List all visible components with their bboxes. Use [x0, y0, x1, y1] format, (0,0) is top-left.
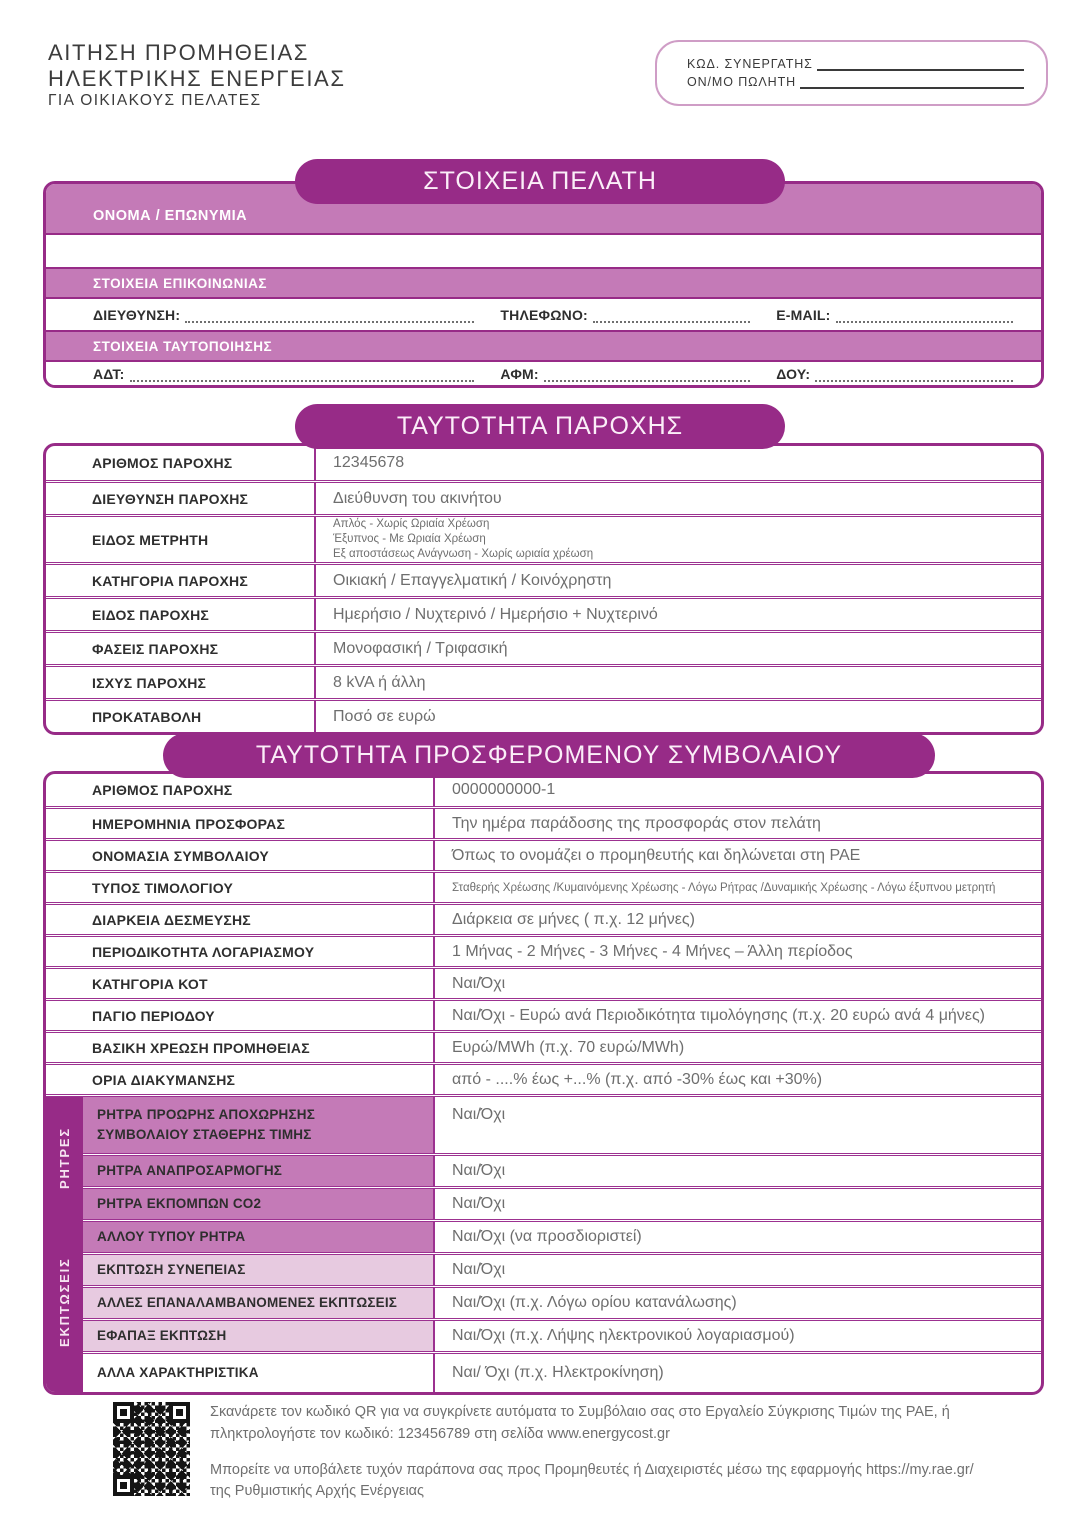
row-value: 1 Μήνας - 2 Μήνες - 3 Μήνες - 4 Μήνες – Άλλη περίοδος [452, 942, 853, 960]
table-row [46, 698, 1041, 732]
page-title [48, 40, 346, 93]
table-row [46, 870, 1041, 902]
seller-name-label: ΟΝ/ΜΟ ΠΩΛΗΤΗ [687, 75, 797, 90]
row-label: ΠΑΓΙΟ ΠΕΡΙΟΔΟΥ [46, 1001, 435, 1030]
row-label-line: ΡΗΤΡΑ ΠΡΟΩΡΗΣ ΑΠΟΧΩΡΗΣΗΣ [97, 1107, 316, 1123]
identity-bar [46, 332, 1041, 360]
table-row [46, 446, 1041, 480]
row-label: ΚΑΤΗΓΟΡΙΑ ΠΑΡΟΧΗΣ [46, 565, 316, 596]
seller-name-input-line[interactable] [800, 75, 1024, 89]
afm-field [500, 366, 750, 382]
identity-bar-label: ΣΤΟΙΧΕΙΑ ΤΑΥΤΟΠΟΙΗΣΗΣ [93, 338, 273, 354]
table-row [46, 806, 1041, 838]
address-label: ΔΙΕΥΘΥΝΣΗ: [93, 306, 181, 323]
row-label: ΟΡΙΑ ΔΙΑΚΥΜΑΝΣΗΣ [46, 1065, 435, 1094]
partner-info-box [655, 40, 1048, 106]
page-title-line2: ΗΛΕΚΤΡΙΚΗΣ ΕΝΕΡΓΕΙΑΣ [48, 66, 346, 92]
table-row [46, 774, 1041, 806]
row-value: Ημερήσιο / Νυχτερινό / Ημερήσιο + Νυχτερινό [333, 605, 658, 623]
row-label: ΑΛΛΕΣ ΕΠΑΝΑΛΑΜΒΑΝΟΜΕΝΕΣ ΕΚΠΤΩΣΕΙΣ [83, 1288, 435, 1318]
contact-bar-label: ΣΤΟΙΧΕΙΑ ΕΠΙΚΟΙΝΩΝΙΑΣ [93, 275, 267, 291]
seller-name-row [687, 75, 1024, 89]
meter-option: Έξυπνος - Με Ωριαία Χρέωση [333, 533, 486, 546]
row-value: 0000000000-1 [452, 781, 556, 798]
adt-label: ΑΔΤ: [93, 365, 125, 382]
table-row [46, 562, 1041, 596]
table-row [46, 998, 1041, 1030]
row-value: Την ημέρα παράδοσης της προσφοράς στον πελάτη [452, 814, 821, 832]
doy-label: ΔΟΥ: [776, 365, 811, 382]
phone-field [500, 307, 750, 323]
row-value: Ναι/ Όχι (π.χ. Ηλεκτροκίνηση) [452, 1364, 664, 1381]
row-label: ΔΙΑΡΚΕΙΑ ΔΕΣΜΕΥΣΗΣ [46, 905, 435, 934]
group-rows [83, 1097, 1041, 1392]
row-value: από - ....% έως +...% (π.χ. από -30% έως και +30%) [452, 1070, 823, 1088]
afm-input-line[interactable] [544, 370, 751, 382]
row-value [316, 517, 1041, 562]
row-value: Μονοφασική / Τριφασική [333, 639, 508, 657]
footer-note-complaints: Μπορείτε να υποβάλετε τυχόν παράπονα σας προς Προμηθευτές ή Διαχειριστές μέσω της εφαρμογής https://my.rae.gr/ της Ρυθμιστικής Αρχής Ενέργειας [210, 1461, 974, 1500]
qr-code-icon [113, 1402, 190, 1496]
row-label: ΠΕΡΙΟΔΙΚΟΤΗΤΑ ΛΟΓΑΡΙΑΣΜΟΥ [46, 937, 435, 966]
afm-label: ΑΦΜ: [500, 365, 539, 382]
partner-code-input-line[interactable] [817, 57, 1024, 71]
page-subtitle: ΓΙΑ ΟΙΚΙΑΚΟΥΣ ΠΕΛΑΤΕΣ [48, 92, 262, 109]
table-row [83, 1318, 1041, 1351]
row-label: ΗΜΕΡΟΜΗΝΙΑ ΠΡΟΣΦΟΡΑΣ [46, 809, 435, 838]
row-label: ΠΡΟΚΑΤΑΒΟΛΗ [46, 701, 316, 732]
email-input-line[interactable] [836, 311, 1013, 323]
table-row [46, 902, 1041, 934]
row-label: ΔΙΕΥΘΥΝΣΗ ΠΑΡΟΧΗΣ [46, 483, 316, 514]
email-label: E-MAIL: [776, 306, 831, 323]
row-label: ΦΑΣΕΙΣ ΠΑΡΟΧΗΣ [46, 633, 316, 664]
phone-label: ΤΗΛΕΦΩΝΟ: [500, 306, 588, 323]
row-value: Ναι/Όχι (π.χ. Λόγω ορίου κατανάλωσης) [452, 1294, 737, 1311]
table-row [46, 1062, 1041, 1094]
row-value: 12345678 [333, 454, 405, 471]
row-value: Διάρκεια σε μήνες ( π.χ. 12 μήνες) [452, 910, 695, 928]
row-label [83, 1097, 435, 1153]
qr-finder-icon [113, 1402, 134, 1423]
row-value: Ναι/Όχι [452, 1106, 506, 1123]
row-value: Ναι/Όχι [452, 974, 506, 992]
row-label: ΕΚΠΤΩΣΗ ΣΥΝΕΠΕΙΑΣ [83, 1255, 435, 1285]
table-row [46, 934, 1041, 966]
table-row [46, 514, 1041, 562]
row-value: Όπως το ονομάζει ο προμηθευτής και δηλώνεται στη ΡΑΕ [452, 846, 861, 864]
phone-input-line[interactable] [593, 311, 750, 323]
supply-table [43, 443, 1044, 735]
page-title-line1: ΑΙΤΗΣΗ ΠΡΟΜΗΘΕΙΑΣ [48, 40, 309, 65]
row-value: Οικιακή / Επαγγελματική / Κοινόχρηστη [333, 571, 612, 589]
row-label: ΡΗΤΡΑ ΕΚΠΟΜΠΩΝ CO2 [83, 1189, 435, 1219]
row-label: ΟΝΟΜΑΣΙΑ ΣΥΜΒΟΛΑΙΟΥ [46, 841, 435, 870]
identity-fields-row [46, 360, 1041, 385]
row-value: Ναι/Όχι [452, 1195, 506, 1212]
adt-field [93, 366, 474, 382]
table-row [46, 596, 1041, 630]
table-row [46, 480, 1041, 514]
contact-fields-row [46, 297, 1041, 332]
row-value: Ναι/Όχι (να προσδιοριστεί) [452, 1228, 642, 1245]
table-row [46, 838, 1041, 870]
partner-code-row [687, 57, 1024, 71]
contract-section-title: ΤΑΥΤΟΤΗΤΑ ΠΡΟΣΦΕΡΟΜΕΝΟΥ ΣΥΜΒΟΛΑΙΟΥ [163, 733, 935, 778]
meter-option: Εξ αποστάσεως Ανάγνωση - Χωρίς ωριαία χρέωση [333, 547, 594, 560]
footer-notes [210, 1402, 993, 1503]
qr-finder-icon [113, 1475, 134, 1496]
row-label: ΚΑΤΗΓΟΡΙΑ ΚΟΤ [46, 969, 435, 998]
row-label: ΕΙΔΟΣ ΠΑΡΟΧΗΣ [46, 599, 316, 630]
row-label: ΒΑΣΙΚΗ ΧΡΕΩΣΗ ΠΡΟΜΗΘΕΙΑΣ [46, 1033, 435, 1062]
row-label: ΕΦΑΠΑΞ ΕΚΠΤΩΣΗ [83, 1321, 435, 1351]
row-label: ΑΡΙΘΜΟΣ ΠΑΡΟΧΗΣ [46, 446, 316, 480]
table-row [46, 966, 1041, 998]
row-value: 8 kVA ή άλλη [333, 673, 426, 691]
customer-section-title: ΣΤΟΙΧΕΙΑ ΠΕΛΑΤΗ [295, 159, 785, 204]
row-label-line: ΣΥΜΒΟΛΑΙΟΥ ΣΤΑΘΕΡΗΣ ΤΙΜΗΣ [97, 1127, 312, 1142]
row-label: ΑΛΛΑ ΧΑΡΑΚΤΗΡΙΣΤΙΚΑ [83, 1354, 435, 1392]
address-field [93, 307, 474, 323]
group-label-ekptoseis: ΕΚΠΤΩΣΕΙΣ [57, 1257, 72, 1347]
address-input-line[interactable] [185, 311, 474, 323]
name-input-row[interactable] [46, 233, 1041, 269]
contact-bar [46, 269, 1041, 297]
group-side-rail [46, 1097, 83, 1392]
table-row [83, 1351, 1041, 1392]
row-value: Ναι/Όχι - Ευρώ ανά Περιοδικότητα τιμολόγησης (π.χ. 20 ευρώ ανά 4 μήνες) [452, 1006, 985, 1024]
footer-note-qr: Σκανάρετε τον κωδικό QR για να συγκρίνετε αυτόματα το Συμβόλαιο σας στο Εργαλείο Σύγκρισης Τιμών της ΡΑΕ, ή πληκτρολογήστε τον κωδικό: 123456789 στη σελίδα www.energycost.gr [210, 1404, 950, 1442]
adt-input-line[interactable] [130, 370, 475, 382]
row-value: Ναι/Όχι (π.χ. Λήψης ηλεκτρονικού λογαριασμού) [452, 1327, 795, 1344]
customer-section [43, 181, 1044, 388]
table-row [46, 664, 1041, 698]
table-row [83, 1285, 1041, 1318]
doy-input-line[interactable] [815, 370, 1013, 382]
row-value: Διεύθυνση του ακινήτου [333, 489, 502, 507]
row-label: ΙΣΧΥΣ ΠΑΡΟΧΗΣ [46, 667, 316, 698]
row-value: Ευρώ/MWh (π.χ. 70 ευρώ/MWh) [452, 1038, 685, 1056]
table-row [83, 1186, 1041, 1219]
name-bar-label: ΟΝΟΜΑ / ΕΠΩΝΥΜΙΑ [93, 207, 248, 224]
supply-section-title: ΤΑΥΤΟΤΗΤΑ ΠΑΡΟΧΗΣ [295, 404, 785, 449]
contract-table [43, 771, 1044, 1395]
table-row [83, 1252, 1041, 1285]
row-label: ΑΡΙΘΜΟΣ ΠΑΡΟΧΗΣ [46, 774, 435, 806]
row-value: Ναι/Όχι [452, 1261, 506, 1278]
table-row [83, 1219, 1041, 1252]
doy-field [776, 366, 1013, 382]
table-row [46, 1030, 1041, 1062]
table-row [83, 1153, 1041, 1186]
group-label-ritres: ΡΗΤΡΕΣ [57, 1127, 72, 1189]
row-value: Ποσό σε ευρώ [333, 707, 436, 725]
table-row [83, 1097, 1041, 1153]
row-label: ΤΥΠΟΣ ΤΙΜΟΛΟΓΙΟΥ [46, 873, 435, 902]
row-label: ΕΙΔΟΣ ΜΕΤΡΗΤΗ [46, 517, 316, 562]
email-field [776, 307, 1013, 323]
row-label: ΡΗΤΡΑ ΑΝΑΠΡΟΣΑΡΜΟΓΗΣ [83, 1156, 435, 1186]
row-label: ΑΛΛΟΥ ΤΥΠΟΥ ΡΗΤΡΑ [83, 1222, 435, 1252]
footer [113, 1402, 993, 1503]
meter-option: Απλός - Χωρίς Ωριαία Χρέωση [333, 518, 490, 531]
row-value: Ναι/Όχι [452, 1162, 506, 1179]
row-value: Σταθερής Χρέωσης /Κυμαινόμενης Χρέωσης - Λόγω Ρήτρας /Δυναμικής Χρέωσης - Λόγω έξυπνου μετρητή [452, 881, 996, 894]
table-row [46, 630, 1041, 664]
partner-code-label: ΚΩΔ. ΣΥΝΕΡΓΑΤΗΣ [687, 56, 813, 71]
qr-finder-icon [169, 1402, 190, 1423]
clauses-discounts-block [46, 1094, 1041, 1392]
